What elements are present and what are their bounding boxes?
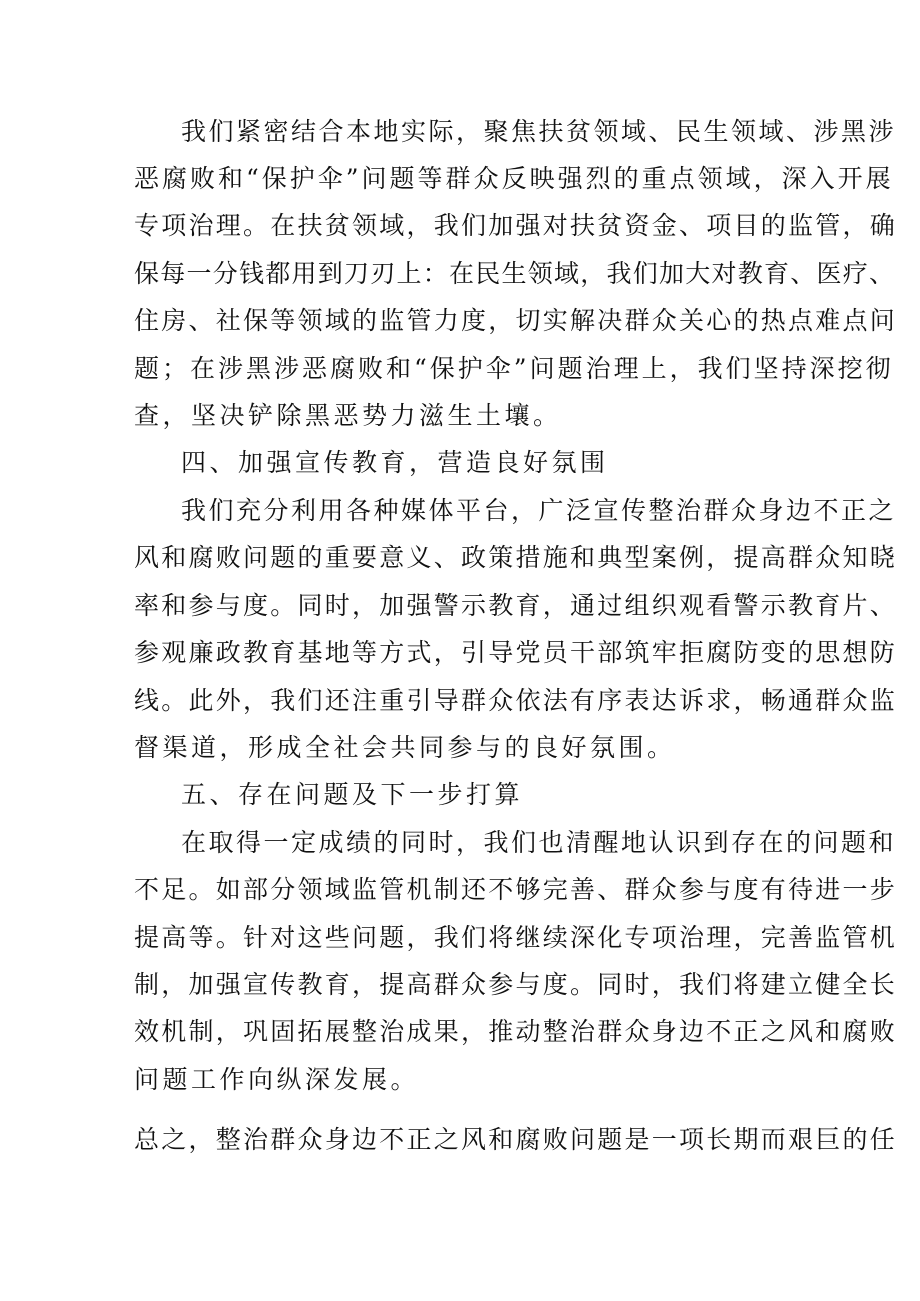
paragraph-line: 保每一分钱都用到刀刃上：在民生领域，我们加大对教育、医疗、 <box>134 259 896 288</box>
paragraph-line: 问题工作向纵深发展。 <box>134 1065 420 1094</box>
paragraph-line: 效机制，巩固拓展整治成果，推动整治群众身边不正之风和腐败 <box>134 1017 898 1046</box>
paragraph-line: 总之，整治群众身边不正之风和腐败问题是一项长期而艰巨的任 <box>134 1125 898 1154</box>
paragraph-line: 不足。如部分领域监管机制还不够完善、群众参与度有待进一步 <box>134 875 898 904</box>
paragraph-line: 我们紧密结合本地实际，聚焦扶贫领域、民生领域、涉黑涉 <box>181 117 897 146</box>
section-heading: 四、加强宣传教育，营造良好氛围 <box>181 448 609 477</box>
paragraph-line: 参观廉政教育基地等方式，引导党员干部筑牢拒腐防变的思想防 <box>134 638 898 667</box>
paragraph-line: 恶腐败和“保护伞”问题等群众反映强烈的重点领域，深入开展 <box>134 164 894 193</box>
section-heading: 五、存在问题及下一步打算 <box>181 780 524 809</box>
paragraph-line: 风和腐败问题的重要意义、政策措施和典型案例，提高群众知晓 <box>134 543 898 572</box>
paragraph-line: 我们充分利用各种媒体平台，广泛宣传整治群众身边不正之 <box>181 496 897 525</box>
paragraph-line: 线。此外，我们还注重引导群众依法有序表达诉求，畅通群众监 <box>134 686 898 715</box>
paragraph-line: 查，坚决铲除黑恶势力滋生土壤。 <box>134 401 562 430</box>
paragraph-line: 制，加强宣传教育，提高群众参与度。同时，我们将建立健全长 <box>134 970 898 999</box>
paragraph-line: 率和参与度。同时，加强警示教育，通过组织观看警示教育片、 <box>134 591 898 620</box>
paragraph-line: 专项治理。在扶贫领域，我们加强对扶贫资金、项目的监管，确 <box>134 211 898 240</box>
paragraph-line: 在取得一定成绩的同时，我们也清醒地认识到存在的问题和 <box>181 828 897 857</box>
paragraph-line: 提高等。针对这些问题，我们将继续深化专项治理，完善监管机 <box>134 923 898 952</box>
paragraph-line: 督渠道，形成全社会共同参与的良好氛围。 <box>134 733 676 762</box>
paragraph-line: 住房、社保等领域的监管力度，切实解决群众关心的热点难点问 <box>134 306 898 335</box>
paragraph-line: 题；在涉黑涉恶腐败和“保护伞”问题治理上，我们坚持深挖彻 <box>134 354 894 383</box>
